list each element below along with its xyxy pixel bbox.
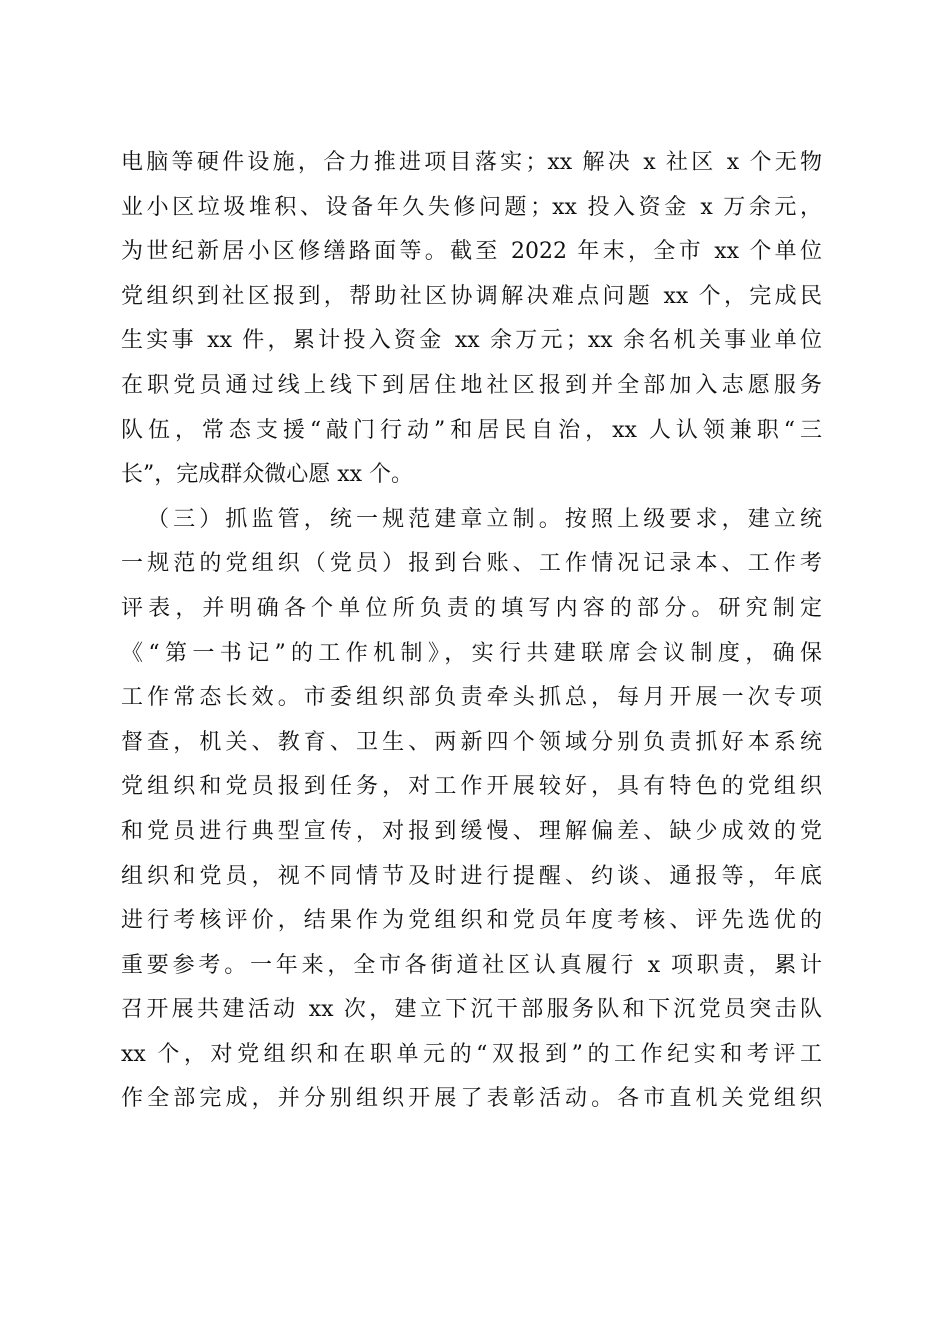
text-line: 长”，完成群众微心愿 xx 个。	[121, 462, 414, 488]
text-span: 按照上级要求，建立统	[564, 506, 822, 532]
text-line: xx 个，对党组织和在职单元的“双报到”的工作纪实和考评工	[121, 1041, 822, 1067]
text-line: 业小区垃圾堆积、设备年久失修问题；xx 投入资金 x 万余元，	[121, 194, 822, 220]
text-line: 召开展共建活动 xx 次，建立下沉干部服务队和下沉党员突击队	[121, 997, 822, 1023]
text-line: 队伍，常态支援“敲门行动”和居民自治，xx 人认领兼职“三	[121, 417, 822, 443]
text-line: 《“第一书记”的工作机制》，实行共建联席会议制度，确保	[121, 640, 822, 666]
text-line: 党组织和党员报到任务，对工作开展较好，具有特色的党组织	[121, 774, 822, 800]
text-line: 生实事 xx 件，累计投入资金 xx 余万元；xx 余名机关事业单位	[121, 328, 822, 354]
text-line: 党组织到社区报到，帮助社区协调解决难点问题 xx 个，完成民	[121, 283, 822, 309]
text-line: 电脑等硬件设施，合力推进项目落实；xx 解决 x 社区 x 个无物	[121, 150, 822, 175]
text-line: 督查，机关、教育、卫生、两新四个领域分别负责抓好本系统	[121, 729, 822, 755]
text-line: 组织和党员，视不同情节及时进行提醒、约谈、通报等，年底	[121, 863, 822, 889]
text-line: 在职党员通过线上线下到居住地社区报到并全部加入志愿服务	[121, 372, 822, 398]
paragraph-supervision	[121, 505, 822, 1129]
text-line: 重要参考。一年来，全市各街道社区认真履行 x 项职责，累计	[121, 952, 822, 978]
text-line: 进行考核评价，结果作为党组织和党员年度考核、评先选优的	[121, 908, 822, 934]
paragraph-community-results	[121, 148, 822, 505]
text-line	[121, 505, 822, 550]
section-heading: （三）抓监管，统一规范建章立制。	[147, 506, 565, 532]
text-line: 工作常态长效。市委组织部负责牵头抓总，每月开展一次专项	[121, 685, 822, 711]
text-line: 为世纪新居小区修缮路面等。截至 2022 年末，全市 xx 个单位	[121, 239, 822, 265]
text-line: 和党员进行典型宣传，对报到缓慢、理解偏差、缺少成效的党	[121, 818, 822, 844]
document-page	[121, 148, 822, 1129]
text-line: 评表，并明确各个单位所负责的填写内容的部分。研究制定	[121, 595, 822, 621]
text-line: 作全部完成，并分别组织开展了表彰活动。各市直机关党组织	[121, 1086, 822, 1112]
text-line: 一规范的党组织（党员）报到台账、工作情况记录本、工作考	[121, 551, 822, 577]
